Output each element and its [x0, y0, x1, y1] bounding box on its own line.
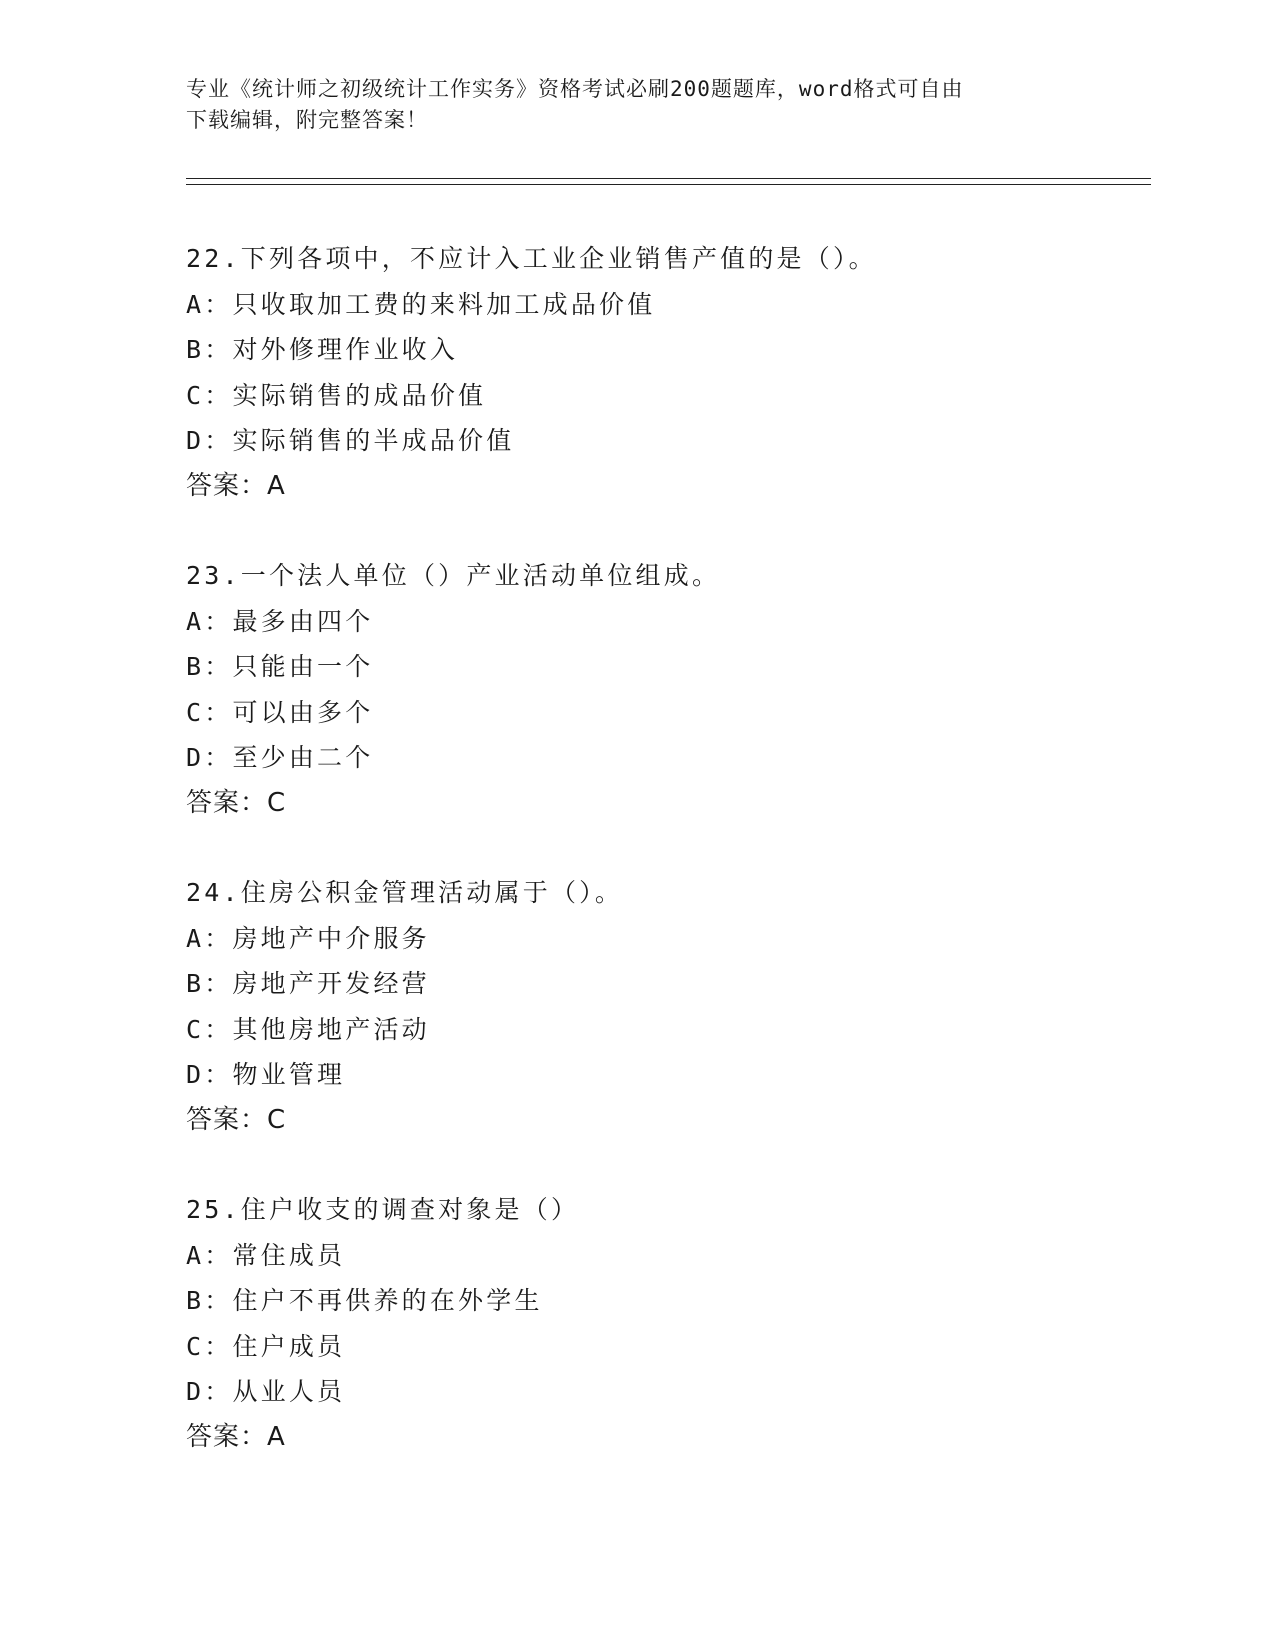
option-a: A：房地产中介服务 — [186, 923, 430, 953]
option-a: A：常住成员 — [186, 1240, 346, 1270]
option-c: C：实际销售的成品价值 — [186, 380, 487, 410]
option-b: B：住户不再供养的在外学生 — [186, 1286, 543, 1315]
question-25 — [186, 1187, 1186, 1460]
answer-line: 答案：C — [186, 1104, 287, 1135]
option-d: D：至少由二个 — [186, 743, 374, 772]
header-line-2: 下载编辑，附完整答案！ — [186, 108, 428, 132]
option-c: C：其他房地产活动 — [186, 1014, 430, 1044]
option-d: D：从业人员 — [186, 1377, 346, 1406]
question-stem: 25.住户收支的调查对象是（） — [186, 1195, 580, 1224]
question-22 — [186, 236, 1186, 509]
answer-line: 答案：A — [186, 470, 286, 501]
question-stem: 24.住房公积金管理活动属于（）。 — [186, 878, 624, 907]
option-c: C：住户成员 — [186, 1331, 346, 1361]
question-stem: 23.一个法人单位（）产业活动单位组成。 — [186, 561, 721, 590]
option-d: D：实际销售的半成品价值 — [186, 426, 515, 455]
question-24 — [186, 870, 1186, 1143]
option-a: A：只收取加工费的来料加工成品价值 — [186, 289, 656, 319]
option-c: C：可以由多个 — [186, 697, 374, 727]
option-b: B：房地产开发经营 — [186, 969, 430, 998]
question-stem: 22.下列各项中，不应计入工业企业销售产值的是（）。 — [186, 244, 877, 273]
answer-line: 答案：C — [186, 787, 287, 818]
question-23 — [186, 553, 1186, 826]
document-header — [186, 74, 1086, 136]
option-d: D：物业管理 — [186, 1060, 346, 1089]
header-line-1: 专业《统计师之初级统计工作实务》资格考试必刷200题题库，word格式可自由 — [186, 77, 964, 101]
option-a: A：最多由四个 — [186, 606, 374, 636]
question-list — [186, 236, 1186, 1504]
option-b: B：只能由一个 — [186, 652, 374, 681]
option-b: B：对外修理作业收入 — [186, 335, 459, 364]
header-divider — [186, 178, 1151, 185]
answer-line: 答案：A — [186, 1421, 286, 1452]
